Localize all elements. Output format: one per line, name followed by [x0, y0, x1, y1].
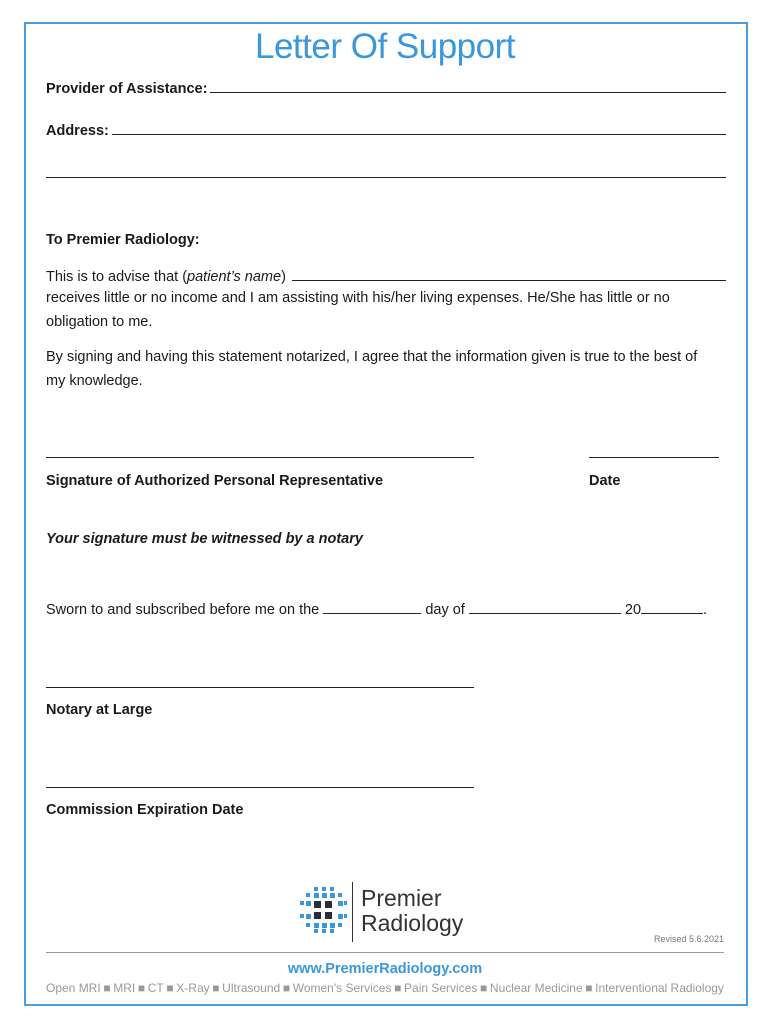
patient-name-field [46, 266, 726, 285]
service-item: CT [147, 981, 164, 995]
separator-square-icon: ■ [166, 981, 174, 995]
provider-label: Provider of Assistance: [46, 81, 208, 97]
footer-divider [46, 952, 724, 953]
letter-line-3: obligation to me. [46, 314, 153, 330]
signature-label: Signature of Authorized Personal Representative [46, 473, 384, 489]
separator-square-icon: ■ [212, 981, 220, 995]
notary-signature-line[interactable] [46, 687, 474, 688]
address-input-line[interactable] [112, 120, 726, 135]
sworn-part-3: 20 [624, 602, 642, 618]
paragraph-2-line-1: By signing and having this statement notarized, I agree that the information given is true to the best of [46, 349, 698, 365]
advise-prefix: This is to advise that ( [46, 269, 188, 285]
sworn-day-blank[interactable] [323, 601, 421, 614]
date-line[interactable] [589, 457, 719, 458]
website-link[interactable]: www.PremierRadiology.com [287, 961, 483, 977]
logo-divider [352, 882, 353, 942]
separator-square-icon: ■ [585, 981, 593, 995]
date-label: Date [589, 473, 621, 489]
advise-suffix: ) [281, 269, 286, 285]
service-item: Women's Services [292, 981, 392, 995]
sworn-statement [46, 601, 707, 618]
service-item: X-Ray [176, 981, 210, 995]
separator-square-icon: ■ [137, 981, 146, 995]
patient-name-input-line[interactable] [292, 266, 726, 281]
signature-line[interactable] [46, 457, 474, 458]
address-label: Address: [46, 123, 109, 139]
services-list [46, 981, 724, 995]
sworn-month-blank[interactable] [469, 601, 621, 614]
page-title: Letter Of Support [255, 27, 515, 66]
separator-square-icon: ■ [282, 981, 291, 995]
service-item: MRI [113, 981, 136, 995]
commission-label: Commission Expiration Date [46, 802, 244, 818]
advise-italic: patient’s name [187, 269, 282, 285]
separator-square-icon: ■ [103, 981, 111, 995]
premier-radiology-logo-icon [298, 886, 348, 934]
service-item: Pain Services [404, 981, 478, 995]
service-item: Ultrasound [222, 981, 281, 995]
page-border [24, 22, 748, 1006]
notary-label: Notary at Large [46, 702, 153, 718]
salutation: To Premier Radiology: [46, 232, 200, 248]
separator-square-icon: ■ [394, 981, 402, 995]
commission-date-line[interactable] [46, 787, 474, 788]
logo-text-line-2: Radiology [361, 910, 464, 936]
sworn-part-2: day of [425, 602, 465, 618]
paragraph-2-line-2: my knowledge. [46, 373, 143, 389]
address-input-line-2[interactable] [46, 177, 726, 178]
service-item: Interventional Radiology [595, 981, 724, 995]
notary-note: Your signature must be witnessed by a notary [46, 531, 363, 547]
sworn-part-1: Sworn to and subscribed before me on the [46, 602, 320, 618]
provider-field [46, 78, 726, 97]
logo-text-line-1: Premier [361, 885, 442, 911]
separator-square-icon: ■ [480, 981, 488, 995]
service-item: Open MRI [46, 981, 101, 995]
address-field [46, 120, 726, 139]
revised-date: Revised 5.6.2021 [653, 934, 724, 944]
provider-input-line[interactable] [210, 78, 726, 93]
letter-line-2: receives little or no income and I am assisting with his/her living expenses. He/She has little or no [46, 290, 670, 306]
service-item: Nuclear Medicine [489, 981, 583, 995]
sworn-part-4: . [703, 602, 708, 618]
sworn-year-blank[interactable] [641, 601, 703, 614]
